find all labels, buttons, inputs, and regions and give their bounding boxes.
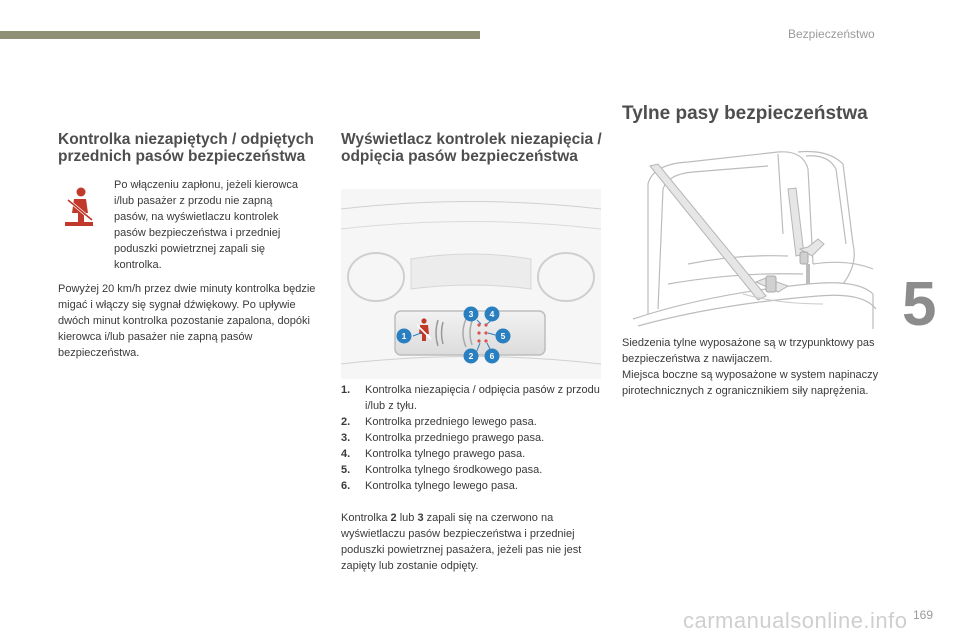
seatbelt-warning-icon: [62, 186, 96, 230]
display-heading: Wyświetlacz kontrolek niezapięcia / odpięcia pasów bezpieczeństwa: [341, 131, 602, 165]
header-accent-bar: [0, 31, 480, 39]
svg-text:3: 3: [468, 309, 474, 319]
callout-4: [485, 307, 500, 322]
list-item: 6. Kontrolka tylnego lewego pasa.: [341, 480, 518, 492]
rear-belt-text: [622, 335, 882, 399]
callout-2: [464, 349, 479, 364]
list-item: 5. Kontrolka tylnego środkowego pasa.: [341, 464, 543, 476]
front-belt-heading: Kontrolka niezapiętych / odpiętych przednich pasów bezpieczeństwa: [58, 131, 314, 165]
indicator-list: [341, 382, 611, 494]
rear-belt-heading: Tylne pasy bezpieczeństwa: [622, 103, 868, 124]
list-item: 3. Kontrolka przedniego prawego pasa.: [341, 432, 545, 444]
rear-seat-illustration: [628, 144, 878, 329]
svg-text:5: 5: [500, 331, 506, 341]
rear-belt-paragraph-2: Miejsca boczne są wyposażone w system napinaczy pirotechnicznych z ogranicznikiem siły naprężenia.: [622, 369, 879, 397]
callout-3: [464, 307, 479, 322]
svg-text:2: 2: [468, 351, 474, 361]
list-item: 1. Kontrolka niezapięcia / odpięcia pasów z przodu i/lub z tyłu.: [341, 384, 600, 412]
callout-5: [496, 329, 511, 344]
section-title: Bezpieczeństwo: [788, 27, 875, 41]
page-number: 169: [913, 608, 934, 622]
watermark: carmanualsonline.info: [683, 608, 908, 633]
svg-text:1: 1: [401, 331, 407, 341]
belt-display-illustration: [341, 189, 601, 379]
rear-belt-paragraph-1: Siedzenia tylne wyposażone są w trzypunktowy pas bezpieczeństwa z nawijaczem.: [622, 337, 875, 365]
list-item: 2. Kontrolka przedniego lewego pasa.: [341, 416, 537, 428]
svg-text:4: 4: [489, 309, 495, 319]
front-belt-paragraph: Powyżej 20 km/h przez dwie minuty kontrolka będzie migać i włączy się sygnał dźwiękowy. Po upływie dwóch minut kontrolka pozostanie zapalona, dopóki kierowca i/lub pasażer nie zapną pasów bezpieczeństwa.: [58, 283, 316, 359]
callout-6: [485, 349, 500, 364]
svg-text:6: 6: [489, 351, 495, 361]
list-item: 4. Kontrolka tylnego prawego pasa.: [341, 448, 526, 460]
chapter-number: 5: [902, 270, 937, 339]
icon-description: Po włączeniu zapłonu, jeżeli kierowca i/lub pasażer z przodu nie zapną pasów, na wyświetlaczu kontrolek pasów bezpieczeństwa i przedniej poduszki powietrznej zapali się kontrolka.: [114, 179, 299, 271]
display-note: Kontrolka 2 lub 3 zapali się na czerwono na wyświetlaczu pasów bezpieczeństwa i przedniej poduszki powietrznej pasażera, jeżeli pas nie jest zapięty lub zostanie odpięty.: [341, 512, 582, 572]
callout-1: [397, 329, 412, 344]
